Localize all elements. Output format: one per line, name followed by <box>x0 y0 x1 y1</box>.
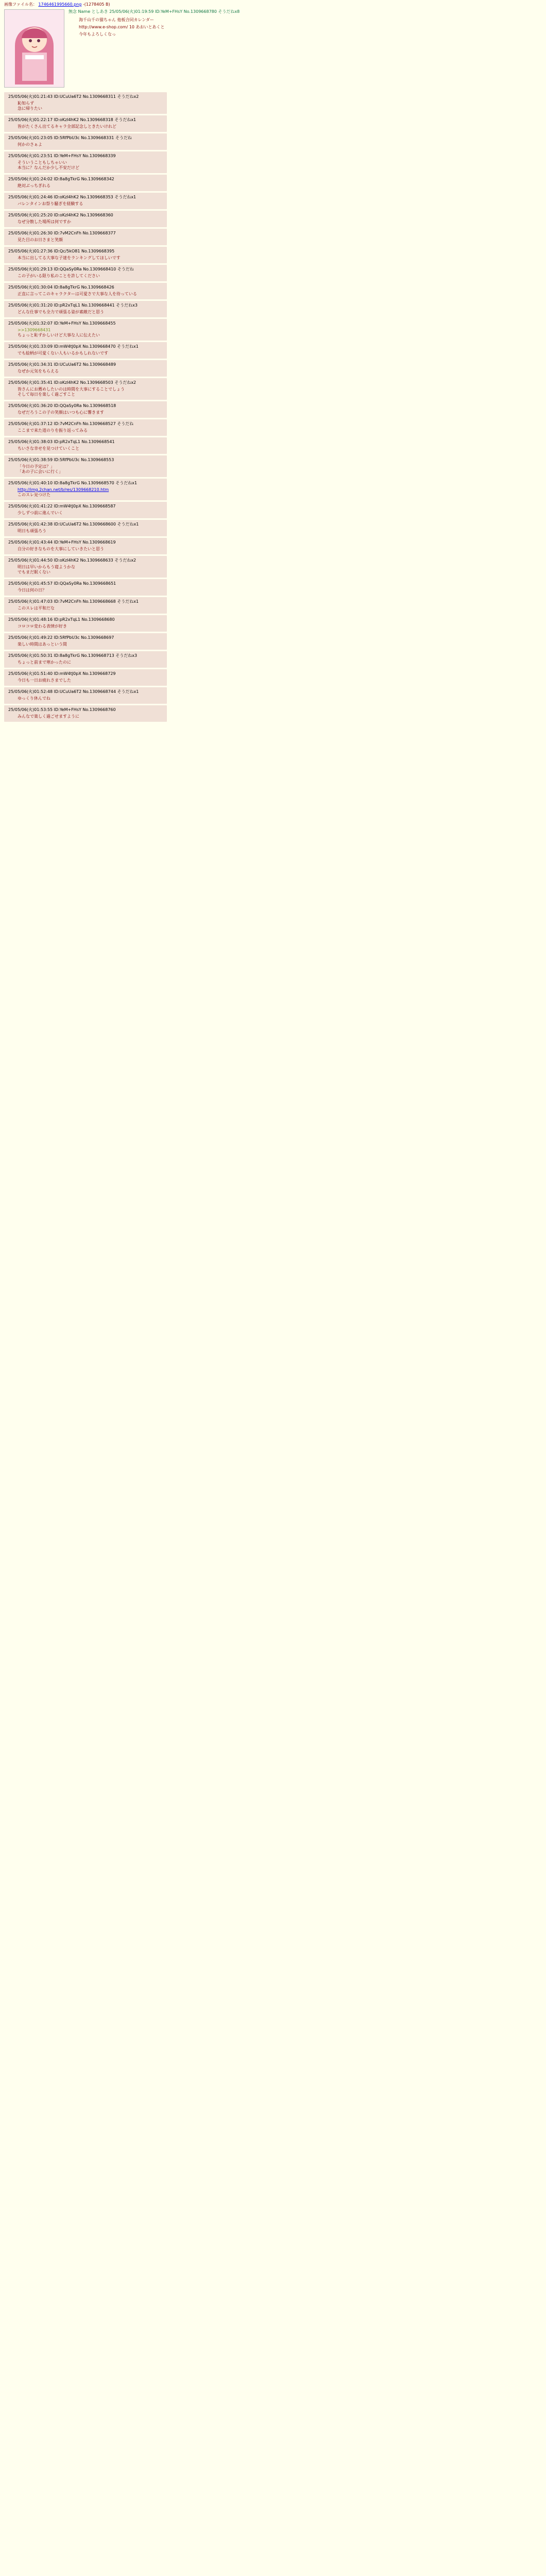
reply-box <box>4 597 167 614</box>
reply-line: 見た目のお日さまと笑顔 <box>18 238 63 242</box>
reply-body <box>18 624 163 629</box>
reply-line: そして毎日を楽しく過ごすこと <box>18 392 75 397</box>
reply-box <box>4 669 167 686</box>
reply-body <box>18 410 163 415</box>
reply-meta[interactable]: 25/05/06(火)01:34:31 ID:UCuUa6T2 No.1309668489 <box>8 362 116 367</box>
reply-post <box>4 92 542 114</box>
reply-line: バレンタインお祭り騒ぎを経験する <box>18 201 83 206</box>
reply-meta[interactable]: 25/05/06(火)01:30:04 ID:8a8gTkrG No.1309668426 <box>8 285 114 290</box>
reply-post <box>4 211 542 227</box>
reply-body <box>18 464 163 474</box>
reply-body <box>18 183 163 189</box>
op-line-1: 海千山千の猫ちゃん 他板合同カレンダー <box>79 18 155 22</box>
reply-line: 今日は何の日？ <box>18 588 46 592</box>
reply-box <box>4 92 167 114</box>
file-link[interactable]: 1746461995660.png <box>38 2 82 7</box>
reply-body <box>18 142 163 147</box>
reply-meta[interactable]: 25/05/06(火)01:33:09 ID:mW4tJ0pX No.1309668470 そうだねx1 <box>8 344 139 349</box>
reply-line: どんな仕事でも全力で頑張る姿が素敵だと思う <box>18 310 104 314</box>
reply-post <box>4 538 542 554</box>
op-post <box>4 9 334 87</box>
reply-meta[interactable]: 25/05/06(火)01:26:30 ID:7vM2CnFh No.1309668377 <box>8 231 116 235</box>
anime-girl-illustration <box>5 10 64 87</box>
file-label: 画像ファイル名： <box>4 2 37 7</box>
reply-post <box>4 520 542 536</box>
reply-box <box>4 502 167 518</box>
op-meta: 無念 Name としあき 25/05/06(火)01:19:59 ID:YeM+FHsY No.1309668780 そうだねx8 <box>69 9 240 14</box>
reply-line: でも絵柄が可愛くない人もいるかもしれないです <box>18 351 108 355</box>
reply-box <box>4 705 167 722</box>
reply-line: 皆がたくさん出てるキャラ全部記念しときたいけれど <box>18 124 116 129</box>
reply-body <box>18 660 163 665</box>
reply-meta[interactable]: 25/05/06(火)01:41:22 ID:mW4tJ0pX No.1309668587 <box>8 504 116 509</box>
reply-box <box>4 479 167 500</box>
reply-meta[interactable]: 25/05/06(火)01:44:50 ID:oKzI4hK2 No.1309668633 そうだねx2 <box>8 558 136 563</box>
reply-box <box>4 579 167 596</box>
reply-meta[interactable]: 25/05/06(火)01:29:13 ID:QQaSy0Ra No.1309668410 そうだね <box>8 267 134 272</box>
reply-box <box>4 615 167 632</box>
reply-meta[interactable]: 25/05/06(火)01:38:59 ID:5RfPbU3c No.1309668553 <box>8 457 114 462</box>
reply-post <box>4 133 542 150</box>
reply-post <box>4 502 542 518</box>
reply-meta[interactable]: 25/05/06(火)01:32:07 ID:YeM+FHsY No.1309668455 <box>8 321 116 326</box>
reply-line: 何かのさぁよ <box>18 142 42 147</box>
reply-box <box>4 265 167 281</box>
reply-list <box>0 91 546 723</box>
reply-line: 皆さんにお薦めしたいのは時間を大事にすることでしょう <box>18 387 125 392</box>
reply-box <box>4 342 167 359</box>
reply-line: なぜか元気をもらえる <box>18 369 59 374</box>
reply-box <box>4 437 167 454</box>
reply-meta[interactable]: 25/05/06(火)01:23:51 ID:YeM+FHsY No.1309668339 <box>8 154 116 158</box>
reply-post <box>4 360 542 377</box>
reply-line: でもまだ眠くない <box>18 570 50 574</box>
reply-line: ゆっくり休んでね <box>18 696 50 701</box>
reply-post <box>4 437 542 454</box>
op-line-3: 今年もよろしくなっ <box>79 32 116 37</box>
op-line-2: http://www.e-shop.com/ 10 あおいとあくと <box>79 25 165 29</box>
reply-meta[interactable]: 25/05/06(火)01:24:02 ID:8a8gTkrG No.1309668342 <box>8 177 114 181</box>
reply-box <box>4 211 167 227</box>
reply-box <box>4 360 167 377</box>
reply-post <box>4 301 542 317</box>
reply-line: このスレ見つけた <box>18 493 50 497</box>
reply-post <box>4 378 542 400</box>
reply-meta[interactable]: 25/05/06(火)01:27:36 ID:Qc/5kO81 No.1309668395 <box>8 249 115 253</box>
reply-post <box>4 419 542 436</box>
op-image[interactable] <box>4 9 64 88</box>
reply-post <box>4 342 542 359</box>
reply-post <box>4 705 542 722</box>
reply-meta[interactable]: 25/05/06(火)01:31:20 ID:pR2xTqL1 No.1309668441 そうだねx3 <box>8 303 138 308</box>
reply-line: 恥知らず <box>18 101 34 106</box>
reply-body <box>18 201 163 207</box>
reply-post <box>4 175 542 191</box>
reply-box <box>4 687 167 704</box>
reply-post <box>4 479 542 500</box>
reply-meta[interactable]: 25/05/06(火)01:24:46 ID:oKzI4hK2 No.1309668353 そうだねx1 <box>8 195 136 199</box>
reply-post <box>4 229 542 245</box>
reply-line: 少しずつ前に進んでいく <box>18 511 63 515</box>
reply-body <box>18 529 163 534</box>
reply-meta[interactable]: 25/05/06(火)01:45:57 ID:QQaSy0Ra No.1309668651 <box>8 581 116 586</box>
reply-meta[interactable]: 25/05/06(火)01:43:44 ID:YeM+FHsY No.1309668619 <box>8 540 116 545</box>
reply-body <box>18 714 163 719</box>
op-body <box>79 18 331 37</box>
reply-post <box>4 193 542 209</box>
reply-line: >>1309668431 <box>18 328 51 332</box>
reply-meta[interactable]: 25/05/06(火)01:51:40 ID:mW4tJ0pX No.1309668729 <box>8 671 116 676</box>
reply-meta[interactable]: 25/05/06(火)01:25:20 ID:oKzI4hK2 No.1309668360 <box>8 213 113 217</box>
reply-post <box>4 151 542 173</box>
reply-post <box>4 669 542 686</box>
op-content <box>69 9 331 39</box>
reply-body <box>18 101 163 111</box>
reply-body <box>18 256 163 261</box>
reply-line: 明日は早いからもう寝ようかな <box>18 565 75 569</box>
reply-line: なぜだろうこの子の笑顔はいつも心に響きます <box>18 410 104 415</box>
reply-post <box>4 283 542 299</box>
reply-line: 本当に出してる大事な子達をランキングしてほしいです <box>18 256 121 260</box>
reply-meta[interactable]: 25/05/06(火)01:42:38 ID:UCuUa6T2 No.1309668600 そうだねx1 <box>8 522 139 527</box>
reply-post <box>4 579 542 596</box>
reply-line: 絶対ぶっちぎれる <box>18 183 50 188</box>
reply-meta[interactable]: 25/05/06(火)01:37:12 ID:7vM2CnFh No.1309668527 そうだね <box>8 421 134 426</box>
reply-box <box>4 193 167 209</box>
reply-meta[interactable]: 25/05/06(火)01:35:41 ID:oKzI4hK2 No.1309668503 そうだねx2 <box>8 380 136 385</box>
reply-body <box>18 565 163 575</box>
reply-body <box>18 274 163 279</box>
reply-line: コロコロ変わる表情が好き <box>18 624 67 629</box>
reply-body <box>18 310 163 315</box>
reply-box <box>4 283 167 299</box>
reply-post <box>4 597 542 614</box>
reply-line: そういうこともしちゃいい <box>18 160 67 165</box>
reply-meta[interactable]: 25/05/06(火)01:38:03 ID:pR2xTqL1 No.1309668541 <box>8 439 115 444</box>
reply-line: 本当に？なんだか少し不安だけど <box>18 165 79 170</box>
reply-body <box>18 292 163 297</box>
reply-post <box>4 401 542 418</box>
reply-body <box>18 547 163 552</box>
reply-post <box>4 687 542 704</box>
reply-body <box>18 678 163 683</box>
reply-box <box>4 651 167 668</box>
reply-body <box>18 487 163 498</box>
reply-box <box>4 633 167 650</box>
reply-body <box>18 446 163 451</box>
reply-meta[interactable]: 25/05/06(火)01:53:55 ID:YeM+FHsY No.1309668760 <box>8 707 116 712</box>
reply-box <box>4 401 167 418</box>
reply-body <box>18 642 163 647</box>
reply-body <box>18 511 163 516</box>
reply-post <box>4 265 542 281</box>
reply-body <box>18 328 163 338</box>
reply-line: なぜ分散した場所は何ですか <box>18 219 71 224</box>
reply-box <box>4 538 167 554</box>
reply-box <box>4 556 167 578</box>
file-meta: -(1278405 B) <box>82 2 110 7</box>
reply-meta[interactable]: 25/05/06(火)01:49:22 ID:5RfPbU3c No.1309668697 <box>8 635 114 640</box>
reply-box <box>4 520 167 536</box>
reply-meta[interactable]: 25/05/06(火)01:40:10 ID:8a8gTkrG No.1309668570 そうだねx1 <box>8 481 138 485</box>
reply-body <box>18 696 163 701</box>
reply-body <box>18 428 163 433</box>
reply-line: このスレは平和だな <box>18 606 55 611</box>
reply-body <box>18 124 163 129</box>
file-header <box>4 2 344 7</box>
reply-line: 自分の好きなものを大事にしていきたいと思う <box>18 547 104 551</box>
reply-post <box>4 633 542 650</box>
reply-body <box>18 160 163 171</box>
reply-box <box>4 175 167 191</box>
reply-box <box>4 115 167 132</box>
reply-meta[interactable]: 25/05/06(火)01:21:43 ID:UCuUa6T2 No.1309668311 そうだねx2 <box>8 94 139 99</box>
reply-box <box>4 229 167 245</box>
reply-box <box>4 133 167 150</box>
reply-post <box>4 651 542 668</box>
reply-body <box>18 219 163 225</box>
reply-line: 正直に言ってこのキャラクターは可愛さで大事な人を待っている <box>18 292 137 296</box>
reply-post <box>4 455 542 477</box>
reply-meta[interactable]: 25/05/06(火)01:52:48 ID:UCuUa6T2 No.1309668744 そうだねx1 <box>8 689 139 694</box>
reply-post <box>4 319 542 341</box>
reply-line: ちょっと前まで寒かったのに <box>18 660 71 665</box>
reply-meta[interactable]: 25/05/06(火)01:36:20 ID:QQaSy0Ra No.1309668518 <box>8 403 116 408</box>
reply-body <box>18 351 163 356</box>
reply-meta[interactable]: 25/05/06(火)01:23:05 ID:5RfPbU3c No.1309668331 そうだね <box>8 135 132 140</box>
reply-line: 「あの子に会いに行く」 <box>18 469 63 474</box>
reply-box <box>4 319 167 341</box>
reply-box <box>4 247 167 263</box>
reply-body <box>18 238 163 243</box>
reply-line: ちいさな幸せを見つけていくこと <box>18 446 79 451</box>
reply-box <box>4 151 167 173</box>
reply-line: 楽しい時間はあっという間 <box>18 642 67 647</box>
reply-box <box>4 419 167 436</box>
reply-line: 「今日の予定は？」 <box>18 464 55 469</box>
reply-post <box>4 115 542 132</box>
reply-post <box>4 615 542 632</box>
reply-meta[interactable]: 25/05/06(火)01:50:31 ID:8a8gTkrG No.1309668713 そうだねx3 <box>8 653 138 658</box>
reply-box <box>4 378 167 400</box>
reply-line: 今日も一日お疲れさまでした <box>18 678 71 683</box>
reply-body <box>18 606 163 611</box>
reply-body <box>18 588 163 593</box>
reply-line: この子がいる限り私のことを許してください <box>18 274 100 278</box>
reply-meta[interactable]: 25/05/06(火)01:48:16 ID:pR2xTqL1 No.1309668680 <box>8 617 115 622</box>
reply-box <box>4 455 167 477</box>
reply-line[interactable]: http://img.2chan.net/b/res/1309668210.htm <box>18 487 109 492</box>
reply-meta[interactable]: 25/05/06(火)01:22:17 ID:oKzI4hK2 No.1309668318 そうだねx1 <box>8 117 136 122</box>
reply-line: 明日も頑張ろう <box>18 529 46 533</box>
reply-line: 急に帰りたい <box>18 106 42 111</box>
reply-post <box>4 247 542 263</box>
reply-line: ここまで来た道のりを振り返ってみる <box>18 428 88 433</box>
reply-body <box>18 387 163 397</box>
reply-box <box>4 301 167 317</box>
reply-line: ちょっと恥ずかしいけど大事な人に伝えたい <box>18 333 100 337</box>
reply-line: みんなで楽しく過ごせますように <box>18 714 79 719</box>
reply-body <box>18 369 163 374</box>
reply-post <box>4 556 542 578</box>
reply-meta[interactable]: 25/05/06(火)01:47:03 ID:7vM2CnFh No.1309668668 そうだねx1 <box>8 599 139 604</box>
